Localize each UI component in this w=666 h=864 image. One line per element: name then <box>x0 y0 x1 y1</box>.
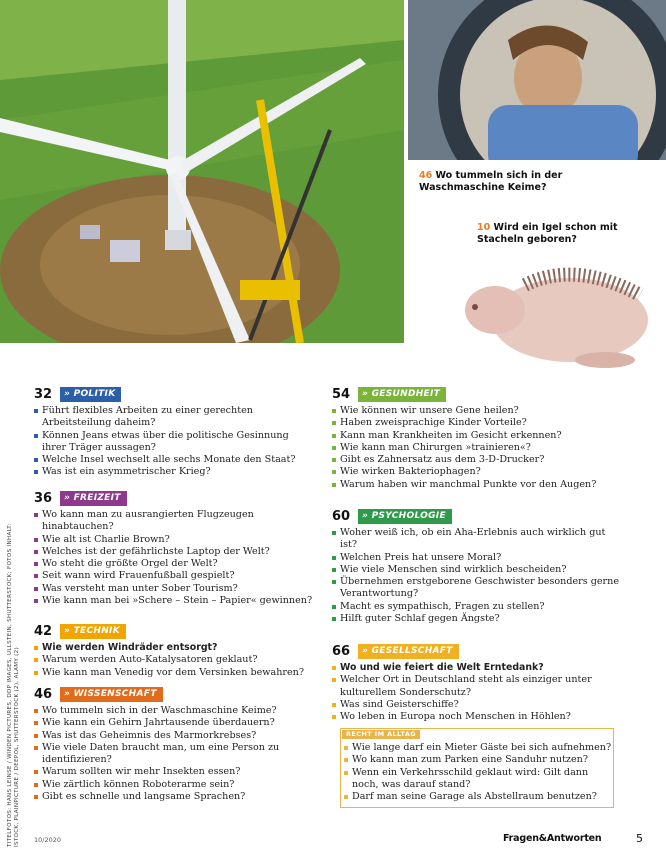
bullet-icon <box>344 758 348 762</box>
list-item: Wo tummeln sich in der Waschmaschine Keime? <box>34 705 314 717</box>
bullet-icon <box>332 434 336 438</box>
list-item: Macht es sympathisch, Fragen zu stellen? <box>332 601 622 613</box>
bullet-icon <box>332 580 336 584</box>
bullet-icon <box>332 470 336 474</box>
list-item: Welches ist der gefährlichste Laptop der Welt? <box>34 546 314 558</box>
bullet-icon <box>332 703 336 707</box>
section-page-number: 54 <box>332 386 351 402</box>
list-item: Was ist das Geheimnis des Marmorkrebses? <box>34 730 314 742</box>
question-list <box>332 662 622 723</box>
photo-credits: TITELFOTOS: HANS LEINSE / WINDEN PICTURES, DDP IMAGES, ULLSTEIN, SHUTTERSTOCK; FOTOS INHALT: ISTOCK, PLAINPICTURE / DEEPOL, SHUTTERSTOCK (2), ALAMY (2) <box>7 523 20 847</box>
bullet-icon <box>34 795 38 799</box>
bullet-icon <box>332 556 336 560</box>
bullet-icon <box>34 721 38 725</box>
section-page-number: 32 <box>34 386 53 402</box>
issue-number: 10/2020 <box>34 836 62 844</box>
recht-question-list <box>344 742 612 803</box>
list-item: Kann man Krankheiten im Gesicht erkennen? <box>332 430 622 442</box>
section-page-number: 36 <box>34 490 53 506</box>
list-item: Woher weiß ich, ob ein Aha-Erlebnis auch wirklich gut ist? <box>332 527 622 552</box>
list-item: Was sind Geisterschiffe? <box>332 699 622 711</box>
list-item: Wo steht die größte Orgel der Welt? <box>34 558 314 570</box>
list-item: Wie lange darf ein Mieter Gäste bei sich aufnehmen? <box>344 742 612 754</box>
list-item: Wie wirken Bakteriophagen? <box>332 466 622 478</box>
bullet-icon <box>344 771 348 775</box>
section-gesellschaft <box>332 643 622 723</box>
bullet-icon <box>34 671 38 675</box>
section-label: » GESUNDHEIT <box>358 387 446 402</box>
bullet-icon <box>344 746 348 750</box>
bullet-icon <box>34 599 38 603</box>
bullet-icon <box>332 483 336 487</box>
bullet-icon <box>34 538 38 542</box>
bullet-icon <box>332 446 336 450</box>
section-wissenschaft <box>34 686 314 803</box>
bullet-icon <box>344 795 348 799</box>
section-label: » POLITIK <box>60 387 121 402</box>
list-item: Warum haben wir manchmal Punkte vor den Augen? <box>332 479 622 491</box>
hedgehog-caption <box>477 222 657 246</box>
magazine-brand: Fragen&Antworten <box>503 833 602 844</box>
section-gesundheit <box>332 386 622 491</box>
section-psychologie <box>332 508 622 625</box>
section-page-number: 66 <box>332 643 351 659</box>
bullet-icon <box>332 617 336 621</box>
section-page-number: 60 <box>332 508 351 524</box>
question-list <box>34 509 314 607</box>
question-list <box>332 527 622 625</box>
list-item-highlight: Wo und wie feiert die Welt Erntedank? <box>332 662 622 674</box>
bullet-icon <box>332 715 336 719</box>
recht-im-alltag-label: RECHT IM ALLTAG <box>342 730 420 739</box>
bullet-icon <box>34 783 38 787</box>
list-item: Wie viele Daten braucht man, um eine Person zu identifizieren? <box>34 742 314 767</box>
list-item: Gibt es Zahnersatz aus dem 3-D-Drucker? <box>332 454 622 466</box>
bullet-icon <box>34 513 38 517</box>
list-item: Wie viele Menschen sind wirklich bescheiden? <box>332 564 622 576</box>
bullet-icon <box>332 666 336 670</box>
caption-text: Wird ein Igel schon mit Stacheln geboren? <box>477 222 618 245</box>
list-item: Darf man seine Garage als Abstellraum benutzen? <box>344 791 612 803</box>
list-item: Welche Insel wechselt alle sechs Monate den Staat? <box>34 454 304 466</box>
caption-page-number: 46 <box>419 170 433 181</box>
section-label: » PSYCHOLOGIE <box>358 509 452 524</box>
bullet-icon <box>34 746 38 750</box>
bullet-icon <box>34 562 38 566</box>
list-item: Hilft guter Schlaf gegen Ängste? <box>332 613 622 625</box>
list-item: Übernehmen erstgeborene Geschwister besonders gerne Verantwortung? <box>332 576 622 601</box>
bullet-icon <box>34 646 38 650</box>
bullet-icon <box>332 409 336 413</box>
caption-text: Wo tummeln sich in der Waschmaschine Keime? <box>419 170 563 193</box>
list-item: Wie alt ist Charlie Brown? <box>34 534 314 546</box>
list-item: Was versteht man unter Sober Tourism? <box>34 583 314 595</box>
bullet-icon <box>34 434 38 438</box>
list-item: Führt flexibles Arbeiten zu einer gerechten Arbeitsteilung daheim? <box>34 405 304 430</box>
list-item: Was ist ein asymmetrischer Krieg? <box>34 466 304 478</box>
section-politik <box>34 386 304 479</box>
list-item: Wie kann ein Gehirn Jahrtausende überdauern? <box>34 717 314 729</box>
section-label: » WISSENSCHAFT <box>60 687 163 702</box>
bullet-icon <box>332 458 336 462</box>
list-item: Gibt es schnelle und langsame Sprachen? <box>34 791 314 803</box>
hedgehog-photo <box>455 255 655 375</box>
section-technik <box>34 623 314 679</box>
washing-machine-caption <box>419 170 579 194</box>
list-item: Wie können wir unsere Gene heilen? <box>332 405 622 417</box>
list-item: Wo leben in Europa noch Menschen in Höhlen? <box>332 711 622 723</box>
list-item: Welchen Preis hat unsere Moral? <box>332 552 622 564</box>
hedgehog-illustration <box>455 255 655 375</box>
bullet-icon <box>34 734 38 738</box>
wind-turbine-photo <box>0 0 404 343</box>
bullet-icon <box>34 470 38 474</box>
question-list <box>34 642 314 679</box>
question-list <box>34 705 314 803</box>
list-item: Wie kann man Chirurgen »trainieren«? <box>332 442 622 454</box>
bullet-icon <box>332 605 336 609</box>
list-item: Wenn ein Verkehrsschild geklaut wird: Gilt dann noch, was darauf stand? <box>344 767 612 792</box>
list-item: Wo kann man zum Parken eine Sanduhr nutzen? <box>344 754 612 766</box>
bullet-icon <box>34 587 38 591</box>
section-label: » TECHNIK <box>60 624 126 639</box>
section-label: » GESELLSCHAFT <box>358 644 459 659</box>
list-item: Können Jeans etwas über die politische Gesinnung ihrer Träger aussagen? <box>34 430 304 455</box>
bullet-icon <box>34 709 38 713</box>
bullet-icon <box>34 550 38 554</box>
list-item: Wie kann man Venedig vor dem Versinken bewahren? <box>34 667 314 679</box>
caption-page-number: 10 <box>477 222 491 233</box>
bullet-icon <box>34 458 38 462</box>
question-list <box>332 405 622 491</box>
section-label: » FREIZEIT <box>60 491 127 506</box>
bullet-icon <box>34 409 38 413</box>
list-item: Warum sollten wir mehr Insekten essen? <box>34 766 314 778</box>
bullet-icon <box>332 421 336 425</box>
list-item: Haben zweisprachige Kinder Vorteile? <box>332 417 622 429</box>
list-item: Seit wann wird Frauenfußball gespielt? <box>34 570 314 582</box>
list-item: Wo kann man zu ausrangierten Flugzeugen hinabtauchen? <box>34 509 314 534</box>
list-item: Warum werden Auto-Katalysatoren geklaut? <box>34 654 314 666</box>
page-number: 5 <box>636 832 643 845</box>
list-item-highlight: Wie werden Windräder entsorgt? <box>34 642 314 654</box>
bullet-icon <box>332 678 336 682</box>
question-list <box>34 405 304 479</box>
section-freizeit <box>34 490 314 607</box>
bullet-icon <box>34 770 38 774</box>
section-page-number: 42 <box>34 623 53 639</box>
list-item: Wie zärtlich können Roboterarme sein? <box>34 779 314 791</box>
wind-turbine-illustration <box>0 0 404 343</box>
list-item: Wie kann man bei »Schere – Stein – Papier« gewinnen? <box>34 595 314 607</box>
bullet-icon <box>34 574 38 578</box>
bullet-icon <box>332 531 336 535</box>
section-page-number: 46 <box>34 686 53 702</box>
bullet-icon <box>34 658 38 662</box>
list-item: Welcher Ort in Deutschland steht als einziger unter kulturellem Sonderschutz? <box>332 674 622 699</box>
bullet-icon <box>332 568 336 572</box>
